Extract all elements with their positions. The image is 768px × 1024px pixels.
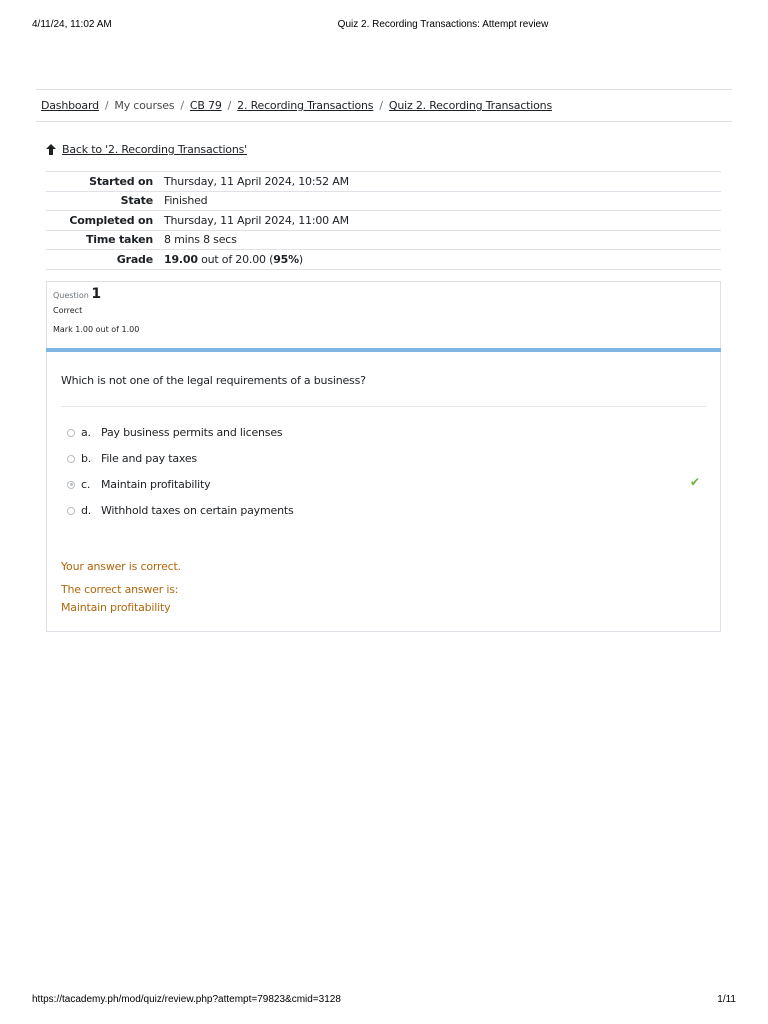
- radio-button-selected[interactable]: [67, 481, 75, 489]
- breadcrumb-section-link[interactable]: 2. Recording Transactions: [237, 99, 374, 112]
- breadcrumb-separator: /: [180, 99, 184, 112]
- print-page-title: Quiz 2. Recording Transactions: Attempt review: [337, 19, 549, 30]
- radio-button[interactable]: [67, 455, 75, 463]
- summary-value: 8 mins 8 secs: [164, 230, 721, 250]
- summary-row: [46, 191, 721, 211]
- question-text: Which is not one of the legal requirements of a business?: [61, 374, 366, 387]
- attempt-summary-table: [46, 171, 721, 270]
- summary-label: Started on: [46, 172, 164, 192]
- correct-check-icon: ✔: [690, 475, 701, 489]
- grade-value: [164, 250, 721, 270]
- feedback-correct-message: Your answer is correct.: [61, 560, 181, 573]
- answer-option-d[interactable]: [67, 504, 293, 517]
- breadcrumb-my-courses: My courses: [114, 99, 175, 112]
- breadcrumb-separator: /: [379, 99, 383, 112]
- option-text: Maintain profitability: [101, 478, 211, 491]
- back-link-row: [46, 143, 247, 156]
- summary-row: [46, 211, 721, 231]
- question-number: 1: [91, 286, 102, 302]
- answer-option-c[interactable]: [67, 478, 210, 491]
- grade-close: ): [298, 252, 304, 266]
- print-page-number: 1/11: [717, 994, 736, 1005]
- option-text: Pay business permits and licenses: [101, 426, 283, 439]
- summary-row: [46, 172, 721, 192]
- option-letter: d.: [81, 504, 92, 517]
- print-datetime: 4/11/24, 11:02 AM: [32, 19, 112, 30]
- summary-value: Thursday, 11 April 2024, 10:52 AM: [164, 172, 721, 192]
- print-footer: [0, 994, 768, 1008]
- breadcrumb-dashboard-link[interactable]: Dashboard: [41, 99, 99, 112]
- breadcrumb-quiz-link[interactable]: Quiz 2. Recording Transactions: [388, 99, 552, 112]
- grade-out-of: out of 20.00 (: [197, 252, 274, 266]
- back-to-section-link[interactable]: Back to '2. Recording Transactions': [62, 143, 247, 156]
- feedback-correct-answer-label: The correct answer is:: [61, 583, 179, 596]
- breadcrumb-separator: /: [104, 99, 109, 112]
- grade-percent: 95%: [273, 252, 299, 266]
- option-text: File and pay taxes: [101, 452, 197, 465]
- question-info: [46, 281, 721, 348]
- summary-value: Thursday, 11 April 2024, 11:00 AM: [164, 211, 721, 231]
- summary-label: Grade: [46, 250, 164, 270]
- print-url: https://tacademy.ph/mod/quiz/review.php?attempt=79823&cmid=3128: [32, 994, 341, 1005]
- question-content: [46, 352, 721, 632]
- option-letter: c.: [81, 478, 91, 491]
- summary-value: Finished: [164, 191, 721, 211]
- summary-label: Time taken: [46, 230, 164, 250]
- question-divider: [61, 406, 706, 407]
- feedback-correct-answer: Maintain profitability: [61, 601, 171, 614]
- breadcrumb-separator: /: [227, 99, 232, 112]
- grade-score: 19.00: [164, 252, 198, 266]
- question-label: Question: [53, 291, 89, 300]
- arrow-up-icon: [46, 144, 56, 155]
- summary-label: State: [46, 191, 164, 211]
- print-header: [0, 19, 768, 33]
- option-letter: a.: [81, 426, 91, 439]
- radio-button[interactable]: [67, 507, 75, 515]
- option-letter: b.: [81, 452, 92, 465]
- question-mark: Mark 1.00 out of 1.00: [53, 325, 140, 334]
- breadcrumb: [36, 89, 732, 122]
- summary-label: Completed on: [46, 211, 164, 231]
- breadcrumb-course-link[interactable]: CB 79: [189, 99, 222, 112]
- answer-option-b[interactable]: [67, 452, 197, 465]
- summary-row: [46, 230, 721, 250]
- answer-option-a[interactable]: [67, 426, 282, 439]
- summary-row: [46, 250, 721, 270]
- question-state: Correct: [53, 306, 83, 315]
- radio-button[interactable]: [67, 429, 75, 437]
- option-text: Withhold taxes on certain payments: [101, 504, 294, 517]
